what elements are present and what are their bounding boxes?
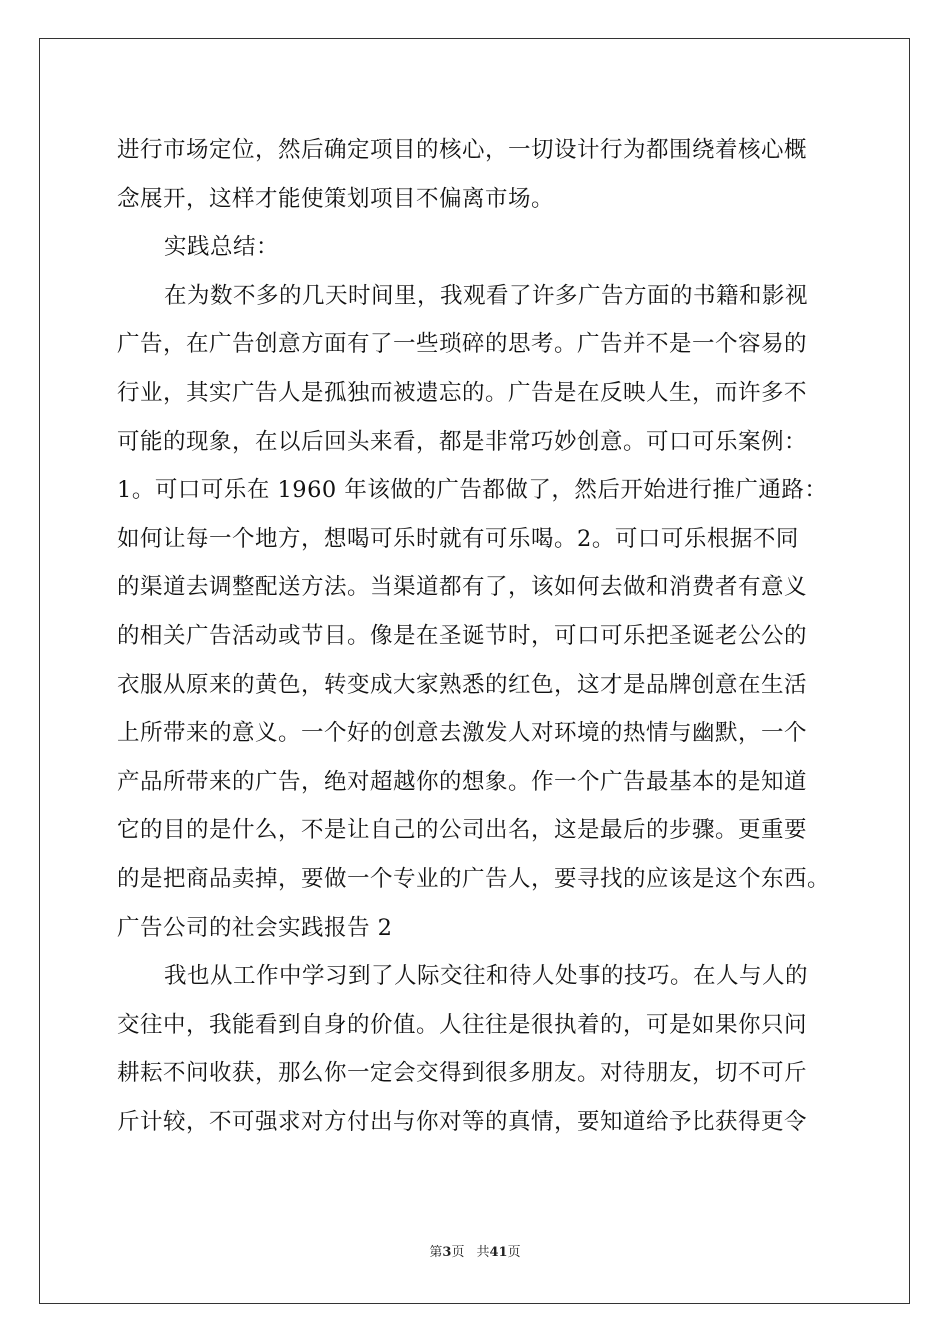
text-line: 交往中，我能看到自身的价值。人往往是很执着的，可是如果你只问 bbox=[117, 1011, 808, 1038]
text-line: 衣服从原来的黄色，转变成大家熟悉的红色，这才是品牌创意在生活 bbox=[117, 671, 808, 698]
section-heading: 实践总结： bbox=[164, 234, 280, 261]
text-line: 在为数不多的几天时间里，我观看了许多广告方面的书籍和影视 bbox=[164, 282, 809, 309]
total-prefix: 共 bbox=[476, 1245, 490, 1260]
document-body bbox=[117, 126, 837, 1146]
text-line: 耕耘不问收获，那么你一定会交得到很多朋友。对待朋友，切不可斤 bbox=[117, 1060, 808, 1087]
page-number: 3 bbox=[442, 1245, 452, 1260]
text-line: 进行市场定位，然后确定项目的核心，一切设计行为都围绕着核心概 bbox=[117, 137, 808, 163]
page-footer bbox=[0, 1244, 950, 1262]
total-suffix: 页 bbox=[507, 1245, 521, 1260]
text-line: 的是把商品卖掉，要做一个专业的广告人，要寻找的应该是这个东西。 bbox=[117, 865, 831, 892]
page-prefix: 第 bbox=[429, 1245, 443, 1260]
text-line: 的相关广告活动或节目。像是在圣诞节时，可口可乐把圣诞老公公的 bbox=[117, 622, 808, 649]
text-line: 的渠道去调整配送方法。当渠道都有了，该如何去做和消费者有意义 bbox=[117, 574, 808, 601]
text-line: 可能的现象，在以后回头来看，都是非常巧妙创意。可口可乐案例： bbox=[117, 428, 808, 455]
text-line: 行业，其实广告人是孤独而被遗忘的。广告是在反映人生，而许多不 bbox=[117, 379, 808, 406]
text-line: 广告，在广告创意方面有了一些琐碎的思考。广告并不是一个容易的 bbox=[117, 331, 808, 358]
text-line: 产品所带来的广告，绝对超越你的想象。作一个广告最基本的是知道 bbox=[117, 768, 808, 795]
total-pages: 41 bbox=[489, 1245, 508, 1260]
text-line: 我也从工作中学习到了人际交往和待人处事的技巧。在人与人的 bbox=[164, 963, 809, 990]
page-suffix: 页 bbox=[451, 1245, 465, 1260]
text-line: 上所带来的意义。一个好的创意去激发人对环境的热情与幽默，一个 bbox=[117, 720, 808, 747]
text-line: 1。可口可乐在 1960 年该做的广告都做了，然后开始进行推广通路： bbox=[117, 477, 828, 504]
text-line: 如何让每一个地方，想喝可乐时就有可乐喝。2。可口可乐根据不同 bbox=[117, 525, 799, 552]
text-line: 念展开，这样才能使策划项目不偏离市场。 bbox=[117, 185, 555, 212]
section-title: 广告公司的社会实践报告 2 bbox=[117, 914, 393, 941]
text-line: 斤计较，不可强求对方付出与你对等的真情，要知道给予比获得更令 bbox=[117, 1108, 808, 1135]
text-line: 它的目的是什么，不是让自己的公司出名，这是最后的步骤。更重要 bbox=[117, 817, 808, 844]
